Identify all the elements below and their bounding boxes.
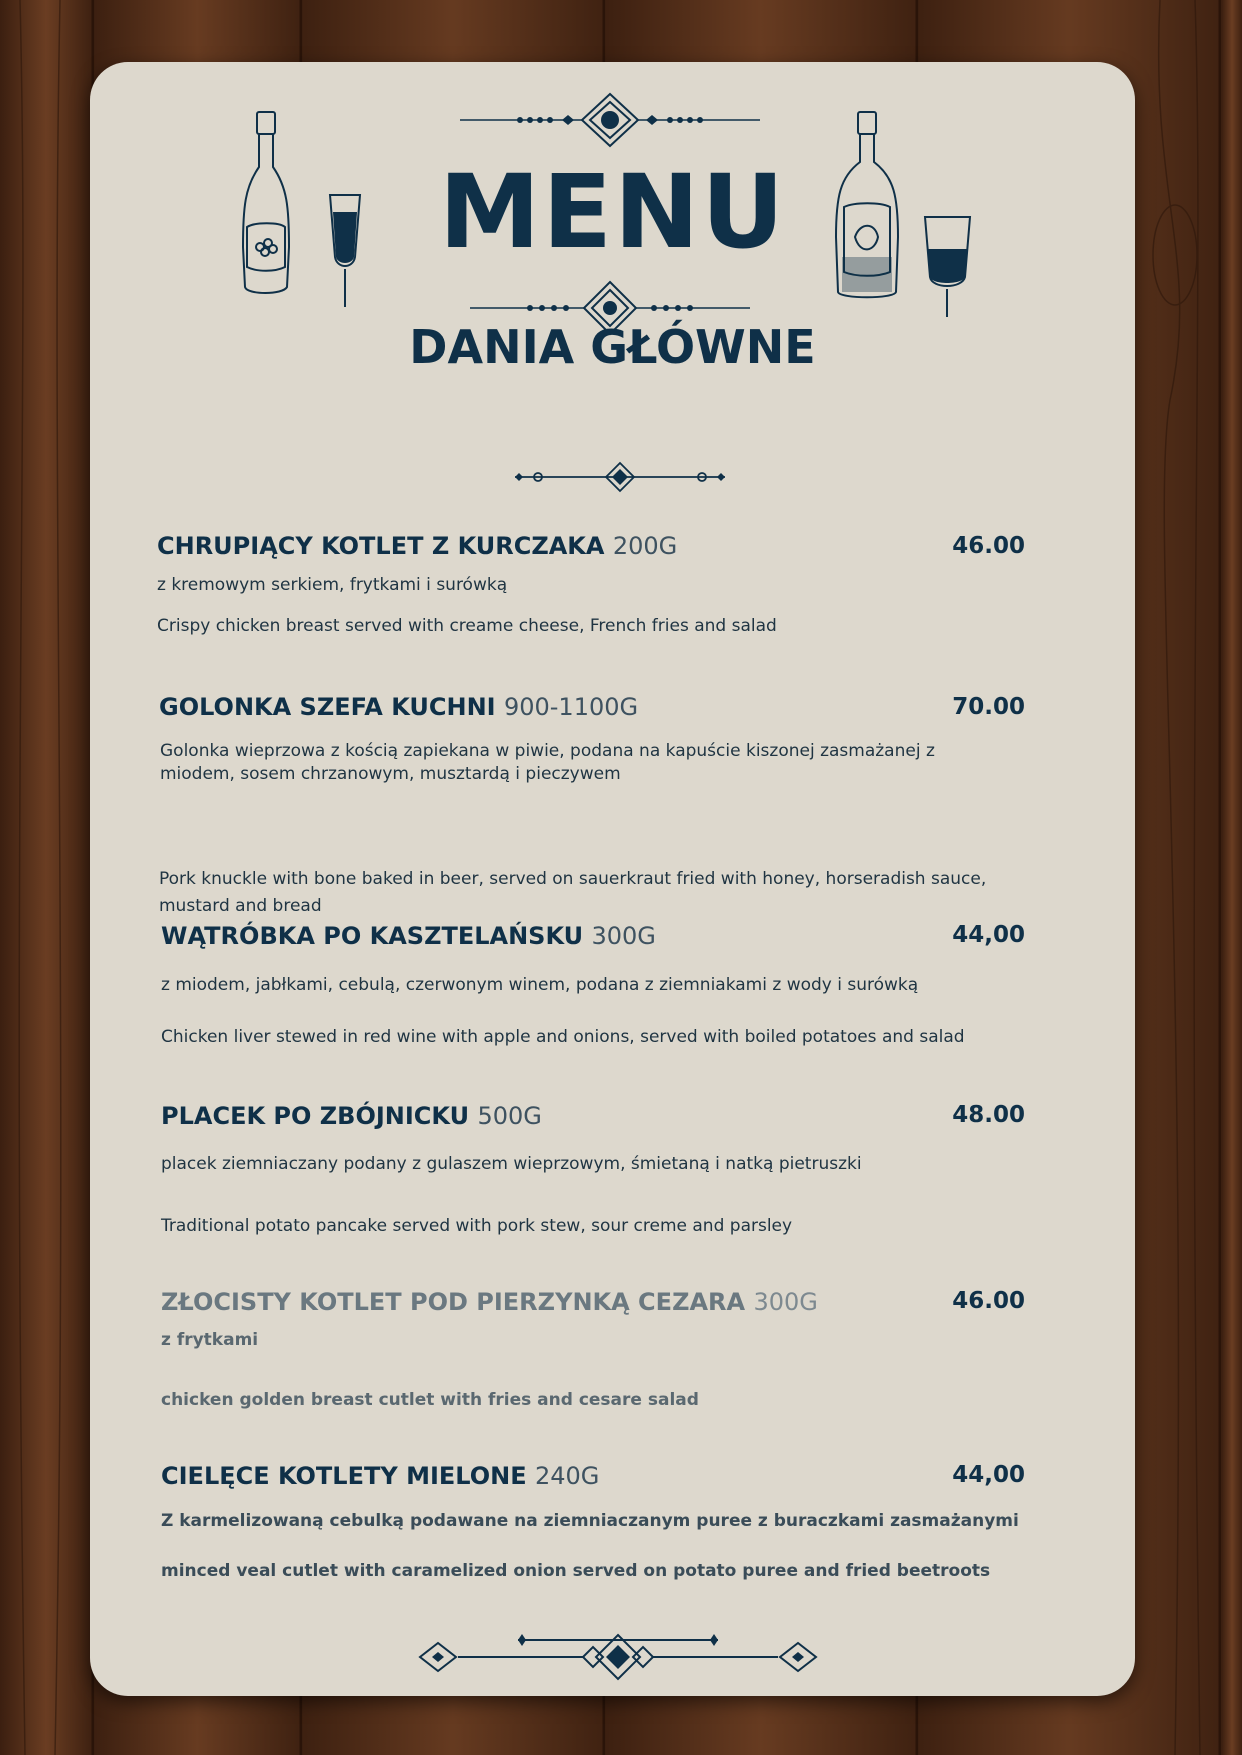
dish-description-pl: placek ziemniaczany podany z gulaszem wieprzowym, śmietaną i natką pietruszki: [161, 1154, 862, 1174]
dish-description-pl: Z karmelizowaną cebulką podawane na ziemniaczanym puree z buraczkami zasmażanymi: [161, 1511, 1019, 1531]
dish-name: [161, 1288, 818, 1316]
bottle-glass-left-icon: [235, 107, 395, 307]
dish-weight: 300G: [753, 1288, 818, 1316]
top-ornament: [460, 90, 760, 150]
dish-name: [157, 532, 677, 560]
dish-title: WĄTRÓBKA PO KASZTELAŃSKU: [161, 922, 584, 950]
dish-description-en: chicken golden breast cutlet with fries and cesare salad: [161, 1390, 699, 1410]
dish-price: 70.00: [952, 694, 1025, 720]
dish-title: CIELĘCE KOTLETY MIELONE: [161, 1462, 527, 1490]
dish-description-en: Pork knuckle with bone baked in beer, served on sauerkraut fried with honey, horseradish sauce, mustard and bread: [159, 869, 987, 916]
dish-price: 46.00: [952, 1288, 1025, 1314]
dish-price: 48.00: [952, 1102, 1025, 1128]
dish-name: [161, 1462, 599, 1490]
dish-title: PLACEK PO ZBÓJNICKU: [161, 1102, 470, 1130]
dish-weight: 500G: [477, 1102, 542, 1130]
dish-title: GOLONKA SZEFA KUCHNI: [159, 693, 496, 721]
dish-name: [161, 1102, 542, 1130]
dish-title: ZŁOCISTY KOTLET POD PIERZYNKĄ CEZARA: [161, 1288, 746, 1316]
bottom-ornament: [418, 1632, 818, 1682]
dish-weight: 900-1100G: [503, 693, 639, 721]
dish-description-en: minced veal cutlet with caramelized onion served on potato puree and fried beetroots: [161, 1561, 991, 1581]
dish-description-en: Chicken liver stewed in red wine with apple and onions, served with boiled potatoes and salad: [161, 1027, 965, 1047]
dish-description-pl: z miodem, jabłkami, cebulą, czerwonym winem, podana z ziemniakami z wody i surówką: [161, 975, 919, 995]
menu-card: [90, 62, 1135, 1696]
dish-price: 44,00: [952, 1462, 1025, 1488]
dish-description-pl: z kremowym serkiem, frytkami i surówką: [157, 575, 508, 595]
dish-description-en: Crispy chicken breast served with creame cheese, French fries and salad: [157, 616, 777, 636]
dish-name: [161, 922, 656, 950]
dish-price: 46.00: [952, 533, 1025, 559]
dish-weight: 200G: [612, 532, 678, 560]
dish-weight: 240G: [534, 1462, 600, 1490]
section-title: DANIA GŁÓWNE: [409, 320, 816, 374]
divider-ornament: [510, 460, 730, 494]
bottle-glass-right-icon: [820, 107, 1000, 317]
menu-title: MENU: [438, 153, 787, 272]
dish-description-pl: z frytkami: [161, 1330, 259, 1350]
dish-name: [159, 693, 638, 721]
dish-description-pl: Golonka wieprzowa z kością zapiekana w piwie, podana na kapuście kiszonej zasmażanej z miodem, sosem chrzanowym, musztardą i pieczywem: [160, 741, 935, 784]
dish-weight: 300G: [591, 922, 656, 950]
dish-description-en: Traditional potato pancake served with pork stew, sour creme and parsley: [161, 1216, 793, 1236]
dish-title: CHRUPIĄCY KOTLET Z KURCZAKA: [157, 532, 605, 560]
dish-price: 44,00: [952, 922, 1025, 948]
